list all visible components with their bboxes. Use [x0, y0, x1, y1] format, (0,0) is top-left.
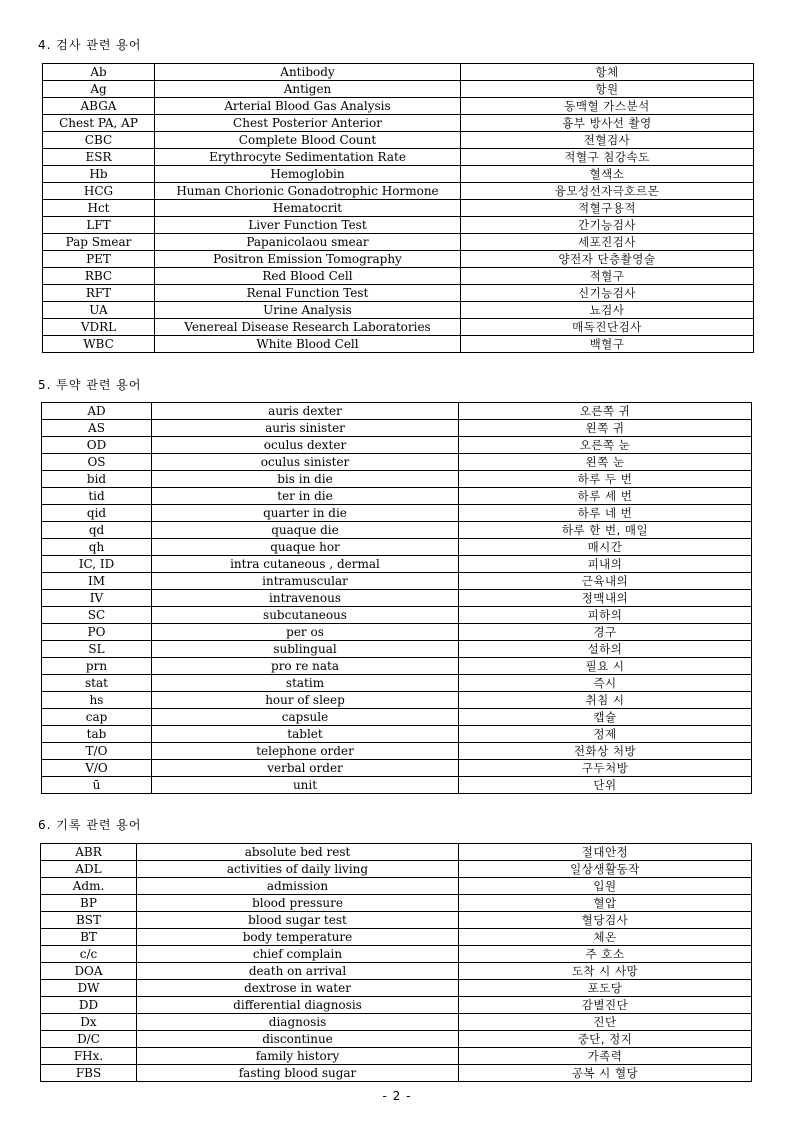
korean-term-cell: 오른쪽 눈	[459, 437, 752, 454]
table-row	[41, 929, 752, 946]
korean-term-cell: 항원	[461, 81, 754, 98]
korean-term-cell: 혈색소	[461, 166, 754, 183]
korean-term-cell: 왼쪽 귀	[459, 420, 752, 437]
abbreviation-cell: qid	[42, 505, 152, 522]
abbreviation-cell: FHx.	[41, 1048, 137, 1065]
abbreviation-cell: DD	[41, 997, 137, 1014]
term-cell: activities of daily living	[137, 861, 459, 878]
abbreviation-cell: IC, ID	[42, 556, 152, 573]
table-row	[43, 217, 754, 234]
term-cell: bis in die	[152, 471, 459, 488]
term-cell: Hemoglobin	[155, 166, 461, 183]
table-row	[41, 878, 752, 895]
korean-term-cell: 진단	[459, 1014, 752, 1031]
korean-term-cell: 양전자 단층촬영술	[461, 251, 754, 268]
korean-term-cell: 혈압	[459, 895, 752, 912]
korean-term-cell: 가족력	[459, 1048, 752, 1065]
korean-term-cell: 도착 시 사망	[459, 963, 752, 980]
table-row	[42, 539, 752, 556]
korean-term-cell: 동맥혈 가스분석	[461, 98, 754, 115]
term-cell: quaque die	[152, 522, 459, 539]
table-row	[41, 895, 752, 912]
term-cell: auris sinister	[152, 420, 459, 437]
term-cell: Erythrocyte Sedimentation Rate	[155, 149, 461, 166]
abbreviation-cell: qh	[42, 539, 152, 556]
table-row	[43, 302, 754, 319]
abbreviation-cell: cap	[42, 709, 152, 726]
korean-term-cell: 주 호소	[459, 946, 752, 963]
korean-term-cell: 포도당	[459, 980, 752, 997]
term-cell: oculus sinister	[152, 454, 459, 471]
table-row	[42, 760, 752, 777]
korean-term-cell: 구두처방	[459, 760, 752, 777]
term-cell: blood sugar test	[137, 912, 459, 929]
term-cell: Red Blood Cell	[155, 268, 461, 285]
abbreviation-cell: SL	[42, 641, 152, 658]
term-cell: Arterial Blood Gas Analysis	[155, 98, 461, 115]
abbreviation-cell: PET	[43, 251, 155, 268]
table-row	[41, 912, 752, 929]
term-cell: capsule	[152, 709, 459, 726]
table-row	[42, 675, 752, 692]
term-cell: telephone order	[152, 743, 459, 760]
abbreviation-cell: Adm.	[41, 878, 137, 895]
term-cell: subcutaneous	[152, 607, 459, 624]
term-cell: sublingual	[152, 641, 459, 658]
abbreviation-cell: ABR	[41, 844, 137, 861]
korean-term-cell: 하루 세 번	[459, 488, 752, 505]
table-row	[42, 573, 752, 590]
korean-term-cell: 단위	[459, 777, 752, 794]
table-row	[43, 200, 754, 217]
term-cell: per os	[152, 624, 459, 641]
abbreviation-cell: qd	[42, 522, 152, 539]
section-6-heading: 6. 기록 관련 용어	[38, 818, 142, 832]
abbreviation-cell: IM	[42, 573, 152, 590]
term-cell: verbal order	[152, 760, 459, 777]
section-5-table	[41, 402, 752, 794]
abbreviation-cell: Pap Smear	[43, 234, 155, 251]
table-row	[42, 607, 752, 624]
korean-term-cell: 적혈구 침강속도	[461, 149, 754, 166]
korean-term-cell: 왼쪽 눈	[459, 454, 752, 471]
korean-term-cell: 세포진검사	[461, 234, 754, 251]
term-cell: blood pressure	[137, 895, 459, 912]
table-row	[43, 268, 754, 285]
table-row	[41, 844, 752, 861]
abbreviation-cell: IV	[42, 590, 152, 607]
term-cell: death on arrival	[137, 963, 459, 980]
korean-term-cell: 오른쪽 귀	[459, 403, 752, 420]
abbreviation-cell: Ab	[43, 64, 155, 81]
abbreviation-cell: HCG	[43, 183, 155, 200]
korean-term-cell: 피내의	[459, 556, 752, 573]
table-row	[43, 132, 754, 149]
korean-term-cell: 혈당검사	[459, 912, 752, 929]
term-cell: discontinue	[137, 1031, 459, 1048]
term-cell: Antibody	[155, 64, 461, 81]
abbreviation-cell: c/c	[41, 946, 137, 963]
term-cell: intravenous	[152, 590, 459, 607]
korean-term-cell: 매시간	[459, 539, 752, 556]
term-cell: diagnosis	[137, 1014, 459, 1031]
korean-term-cell: 융모성선자극호르몬	[461, 183, 754, 200]
table-row	[42, 590, 752, 607]
abbreviation-cell: UA	[43, 302, 155, 319]
table-row	[42, 488, 752, 505]
korean-term-cell: 즉시	[459, 675, 752, 692]
term-cell: fasting blood sugar	[137, 1065, 459, 1082]
korean-term-cell: 매독진단검사	[461, 319, 754, 336]
abbreviation-cell: AD	[42, 403, 152, 420]
section-6-table	[40, 843, 752, 1082]
term-cell: Complete Blood Count	[155, 132, 461, 149]
abbreviation-cell: PO	[42, 624, 152, 641]
term-cell: Liver Function Test	[155, 217, 461, 234]
table-row	[41, 997, 752, 1014]
term-cell: Chest Posterior Anterior	[155, 115, 461, 132]
korean-term-cell: 체온	[459, 929, 752, 946]
term-cell: Papanicolaou smear	[155, 234, 461, 251]
korean-term-cell: 감별진단	[459, 997, 752, 1014]
abbreviation-cell: Hct	[43, 200, 155, 217]
term-cell: tablet	[152, 726, 459, 743]
term-cell: Positron Emission Tomography	[155, 251, 461, 268]
korean-term-cell: 캡슐	[459, 709, 752, 726]
section-5-heading: 5. 투약 관련 용어	[38, 378, 142, 392]
abbreviation-cell: ADL	[41, 861, 137, 878]
korean-term-cell: 일상생활동작	[459, 861, 752, 878]
table-row	[42, 777, 752, 794]
term-cell: auris dexter	[152, 403, 459, 420]
term-cell: statim	[152, 675, 459, 692]
abbreviation-cell: WBC	[43, 336, 155, 353]
table-row	[42, 505, 752, 522]
abbreviation-cell: BP	[41, 895, 137, 912]
table-row	[43, 234, 754, 251]
table-row	[42, 726, 752, 743]
table-row	[42, 624, 752, 641]
korean-term-cell: 뇨검사	[461, 302, 754, 319]
korean-term-cell: 정제	[459, 726, 752, 743]
term-cell: quaque hor	[152, 539, 459, 556]
table-row	[41, 1048, 752, 1065]
abbreviation-cell: Hb	[43, 166, 155, 183]
abbreviation-cell: stat	[42, 675, 152, 692]
term-cell: chief complain	[137, 946, 459, 963]
korean-term-cell: 피하의	[459, 607, 752, 624]
table-row	[42, 709, 752, 726]
page-number: - 2 -	[382, 1089, 412, 1103]
table-row	[42, 471, 752, 488]
korean-term-cell: 간기능검사	[461, 217, 754, 234]
table-row	[42, 522, 752, 539]
abbreviation-cell: AS	[42, 420, 152, 437]
table-row	[43, 98, 754, 115]
table-row	[41, 946, 752, 963]
korean-term-cell: 경구	[459, 624, 752, 641]
abbreviation-cell: LFT	[43, 217, 155, 234]
table-row	[43, 115, 754, 132]
table-row	[43, 149, 754, 166]
abbreviation-cell: DW	[41, 980, 137, 997]
korean-term-cell: 공복 시 혈당	[459, 1065, 752, 1082]
table-row	[43, 285, 754, 302]
abbreviation-cell: T/O	[42, 743, 152, 760]
korean-term-cell: 적혈구	[461, 268, 754, 285]
table-row	[42, 658, 752, 675]
abbreviation-cell: prn	[42, 658, 152, 675]
section-4-table	[42, 63, 754, 353]
term-cell: Antigen	[155, 81, 461, 98]
table-row	[42, 641, 752, 658]
table-row	[41, 963, 752, 980]
table-row	[43, 251, 754, 268]
korean-term-cell: 설하의	[459, 641, 752, 658]
abbreviation-cell: OD	[42, 437, 152, 454]
korean-term-cell: 흉부 방사선 촬영	[461, 115, 754, 132]
abbreviation-cell: hs	[42, 692, 152, 709]
term-cell: pro re nata	[152, 658, 459, 675]
table-row	[41, 1031, 752, 1048]
table-row	[41, 861, 752, 878]
abbreviation-cell: OS	[42, 454, 152, 471]
korean-term-cell: 항체	[461, 64, 754, 81]
korean-term-cell: 필요 시	[459, 658, 752, 675]
korean-term-cell: 신기능검사	[461, 285, 754, 302]
abbreviation-cell: ABGA	[43, 98, 155, 115]
term-cell: admission	[137, 878, 459, 895]
term-cell: dextrose in water	[137, 980, 459, 997]
term-cell: intra cutaneous , dermal	[152, 556, 459, 573]
term-cell: oculus dexter	[152, 437, 459, 454]
term-cell: White Blood Cell	[155, 336, 461, 353]
section-4-heading: 4. 검사 관련 용어	[38, 38, 142, 52]
term-cell: Human Chorionic Gonadotrophic Hormone	[155, 183, 461, 200]
abbreviation-cell: Chest PA, AP	[43, 115, 155, 132]
table-row	[42, 420, 752, 437]
abbreviation-cell: BT	[41, 929, 137, 946]
abbreviation-cell: DOA	[41, 963, 137, 980]
abbreviation-cell: SC	[42, 607, 152, 624]
korean-term-cell: 근육내의	[459, 573, 752, 590]
table-row	[42, 437, 752, 454]
korean-term-cell: 입원	[459, 878, 752, 895]
korean-term-cell: 절대안정	[459, 844, 752, 861]
term-cell: differential diagnosis	[137, 997, 459, 1014]
table-row	[43, 64, 754, 81]
table-row	[41, 1014, 752, 1031]
table-row	[43, 166, 754, 183]
term-cell: ter in die	[152, 488, 459, 505]
abbreviation-cell: bid	[42, 471, 152, 488]
term-cell: quarter in die	[152, 505, 459, 522]
table-row	[42, 692, 752, 709]
abbreviation-cell: BST	[41, 912, 137, 929]
table-row	[43, 336, 754, 353]
table-row	[42, 556, 752, 573]
abbreviation-cell: RFT	[43, 285, 155, 302]
abbreviation-cell: Ag	[43, 81, 155, 98]
abbreviation-cell: ū	[42, 777, 152, 794]
table-row	[41, 1065, 752, 1082]
korean-term-cell: 하루 네 번	[459, 505, 752, 522]
korean-term-cell: 정맥내의	[459, 590, 752, 607]
abbreviation-cell: RBC	[43, 268, 155, 285]
abbreviation-cell: VDRL	[43, 319, 155, 336]
abbreviation-cell: ESR	[43, 149, 155, 166]
korean-term-cell: 하루 한 번, 매일	[459, 522, 752, 539]
term-cell: hour of sleep	[152, 692, 459, 709]
table-row	[43, 319, 754, 336]
term-cell: body temperature	[137, 929, 459, 946]
korean-term-cell: 적혈구용적	[461, 200, 754, 217]
term-cell: family history	[137, 1048, 459, 1065]
term-cell: intramuscular	[152, 573, 459, 590]
table-row	[43, 183, 754, 200]
table-row	[43, 81, 754, 98]
korean-term-cell: 중단, 정지	[459, 1031, 752, 1048]
table-row	[42, 454, 752, 471]
table-row	[42, 743, 752, 760]
table-row	[41, 980, 752, 997]
term-cell: Venereal Disease Research Laboratories	[155, 319, 461, 336]
abbreviation-cell: V/O	[42, 760, 152, 777]
term-cell: absolute bed rest	[137, 844, 459, 861]
term-cell: Urine Analysis	[155, 302, 461, 319]
korean-term-cell: 취침 시	[459, 692, 752, 709]
table-row	[42, 403, 752, 420]
abbreviation-cell: tid	[42, 488, 152, 505]
abbreviation-cell: FBS	[41, 1065, 137, 1082]
korean-term-cell: 백혈구	[461, 336, 754, 353]
abbreviation-cell: tab	[42, 726, 152, 743]
abbreviation-cell: Dx	[41, 1014, 137, 1031]
korean-term-cell: 하루 두 번	[459, 471, 752, 488]
term-cell: Renal Function Test	[155, 285, 461, 302]
abbreviation-cell: D/C	[41, 1031, 137, 1048]
korean-term-cell: 전화상 처방	[459, 743, 752, 760]
term-cell: unit	[152, 777, 459, 794]
korean-term-cell: 전혈검사	[461, 132, 754, 149]
abbreviation-cell: CBC	[43, 132, 155, 149]
term-cell: Hematocrit	[155, 200, 461, 217]
